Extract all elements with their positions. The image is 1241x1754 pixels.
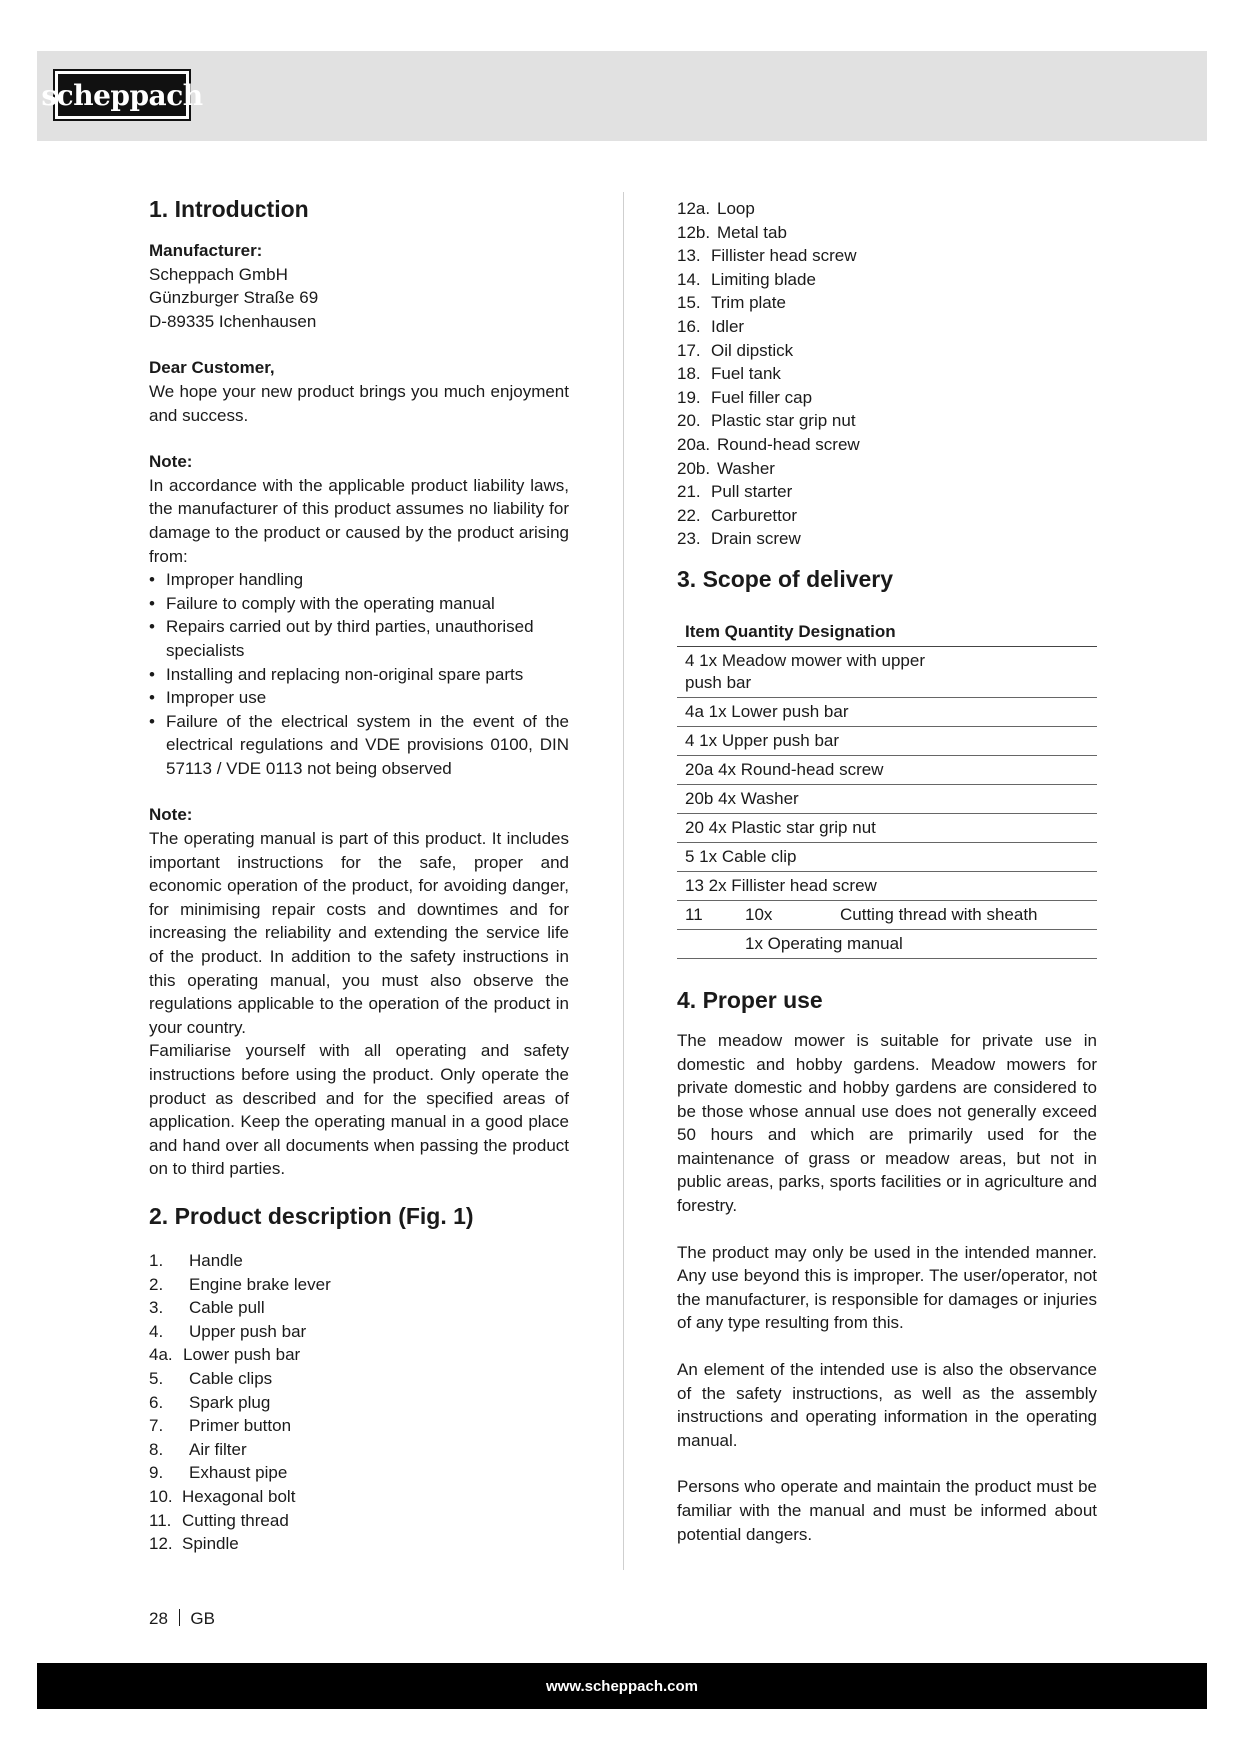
list-item: 12b. Metal tab [677, 222, 787, 242]
list-item: 10. Hexagonal bolt [149, 1486, 296, 1506]
table-row [677, 871, 1097, 900]
list-item: • Failure of the electrical system in the event of the electrical regulations and VDE provisions 0100, DIN 57113 / VDE 0113 not being observed [149, 710, 569, 781]
table-cell: 20b 4x Washer [677, 784, 1097, 813]
liability-list [149, 568, 569, 780]
table-row [677, 813, 1097, 842]
list-item: 11. Cutting thread [149, 1510, 289, 1530]
list-item: 6. Spark plug [149, 1392, 271, 1412]
list-item: 4. Upper push bar [149, 1321, 307, 1341]
table-cell: 20a 4x Round-head screw [677, 755, 1097, 784]
intro-heading: 1. Introduction [149, 196, 309, 222]
right-column [677, 197, 1097, 1546]
list-item: • Improper handling [149, 568, 569, 592]
table-row [677, 697, 1097, 726]
page-header [37, 51, 1207, 141]
proper-use-paragraph: The meadow mower is suitable for private use in domestic and hobby gardens. Meadow mowers for private domestic and hobby gardens are considered to be those whose annual use does not generally exceed 50 hours and which are primarily used for the maintenance of grass or meadow areas, but not in public areas, parks, sports facilities or in agriculture and forestry. [677, 1030, 1097, 1216]
list-item: 23. Drain screw [677, 529, 801, 549]
list-item: • Improper use [149, 686, 569, 710]
table-row [677, 784, 1097, 813]
list-item: 20b. Washer [677, 458, 775, 478]
page-number: 28 GB [149, 1609, 215, 1628]
table-cell: 4 1x Upper push bar [677, 726, 1097, 755]
list-item: • Repairs carried out by third parties, unauthorised specialists [149, 615, 569, 662]
manufacturer-label: Manufacturer: [149, 241, 263, 260]
proper-use-paragraph: The product may only be used in the intended manner. Any use beyond this is improper. The user/operator, not the manufacturer, is responsible for damages or injuries of any type resulting from this. [677, 1242, 1097, 1333]
website-link[interactable]: www.scheppach.com [546, 1677, 698, 1695]
table-cell: 13 2x Fillister head screw [677, 871, 1097, 900]
manufacturer-line: Günzburger Straße 69 [149, 288, 319, 308]
table-row [677, 755, 1097, 784]
note-text: The operating manual is part of this product. It includes important instructions for the safe, proper and economic operation of the product, for avoiding danger, for minimising repair costs and downtimes and for increasing the reliability and extending the service life of the product. In addition to the safety instructions in this operating manual, you must also observe the regulations applicable to the operation of the product in your country. [149, 829, 569, 1037]
table-cell: 20 4x Plastic star grip nut [677, 813, 1097, 842]
table-cell-quantity: 10x [745, 904, 773, 924]
list-item: 7. Primer button [149, 1416, 292, 1436]
manufacturer-line: Scheppach GmbH [149, 264, 288, 284]
list-item: 3. Cable pull [149, 1298, 265, 1318]
product-heading: 2. Product description (Fig. 1) [149, 1202, 474, 1229]
list-item: 9. Exhaust pipe [149, 1463, 288, 1483]
note-text: In accordance with the applicable product liability laws, the manufacturer of this product assumes no liability for damage to the product or caused by the product arising from: [149, 475, 569, 566]
list-item: 18. Fuel tank [677, 364, 781, 384]
table-cell: 4a 1x Lower push bar [677, 697, 1097, 726]
table-row [677, 842, 1097, 871]
proper-use-paragraph: Persons who operate and maintain the product must be familiar with the manual and must be informed about potential dangers. [677, 1477, 1097, 1544]
table-header: Item Quantity Designation [677, 618, 1097, 647]
table-cell-designation: Cutting thread with sheath [840, 904, 1038, 924]
table-cell: 1x Operating manual [677, 930, 1097, 959]
scope-heading: 3. Scope of delivery [677, 565, 894, 592]
list-item: 15. Trim plate [677, 293, 786, 313]
manufacturer-line: D-89335 Ichenhausen [149, 311, 317, 331]
list-item: 17. Oil dipstick [677, 340, 794, 360]
proper-use-heading: 4. Proper use [677, 986, 823, 1013]
page-separator [179, 1609, 180, 1626]
table-row [677, 646, 1097, 697]
list-item: 1. Handle [149, 1250, 243, 1270]
note-label: Note: [149, 805, 193, 825]
list-item: 4a. Lower push bar [149, 1345, 301, 1365]
proper-use-paragraph: An element of the intended use is also the observance of the safety instructions, as well as the assembly instructions and operating information in the operating manual. [677, 1360, 1097, 1450]
list-item: 5. Cable clips [149, 1368, 273, 1388]
dear-text: We hope your new product brings you much enjoyment and success. [149, 381, 569, 425]
list-item: 16. Idler [677, 316, 745, 336]
list-item: 8. Air filter [149, 1439, 247, 1459]
list-item: 20. Plastic star grip nut [677, 411, 856, 431]
table-cell: 5 1x Cable clip [677, 842, 1097, 871]
footer-bar [37, 1663, 1207, 1709]
column-divider [623, 192, 624, 1570]
table-row [677, 930, 1097, 959]
list-item: 20a. Round-head screw [677, 434, 860, 454]
list-item: 12. Spindle [149, 1534, 239, 1554]
list-item: • Failure to comply with the operating manual [149, 592, 569, 616]
product-parts-list [149, 1249, 569, 1556]
table-row [677, 726, 1097, 755]
scheppach-logo: scheppach [53, 69, 191, 121]
product-parts-list-continued [677, 197, 1097, 551]
list-item: • Installing and replacing non-original spare parts [149, 663, 569, 687]
note-label: Note: [149, 452, 193, 472]
list-item: 21. Pull starter [677, 482, 793, 502]
list-item: 12a. Loop [677, 199, 755, 218]
note-text: Familiarise yourself with all operating and safety instructions before using the product. Only operate the product as described and for the specified areas of application. Keep the operating manual in a good place and hand over all documents when passing the product on to third parties. [149, 1041, 569, 1179]
table-row [677, 900, 1097, 930]
list-item: 22. Carburettor [677, 505, 797, 525]
list-item: 14. Limiting blade [677, 269, 816, 289]
table-cell: 4 1x Meadow mower with upper push bar [677, 646, 1097, 697]
left-column [149, 194, 569, 1556]
list-item: 13. Fillister head screw [677, 246, 857, 266]
list-item: 19. Fuel filler cap [677, 387, 813, 407]
table-cell-item: 11 [685, 904, 703, 924]
dear-label: Dear Customer, [149, 358, 275, 378]
scope-of-delivery-table [677, 618, 1097, 959]
list-item: 2. Engine brake lever [149, 1274, 331, 1294]
